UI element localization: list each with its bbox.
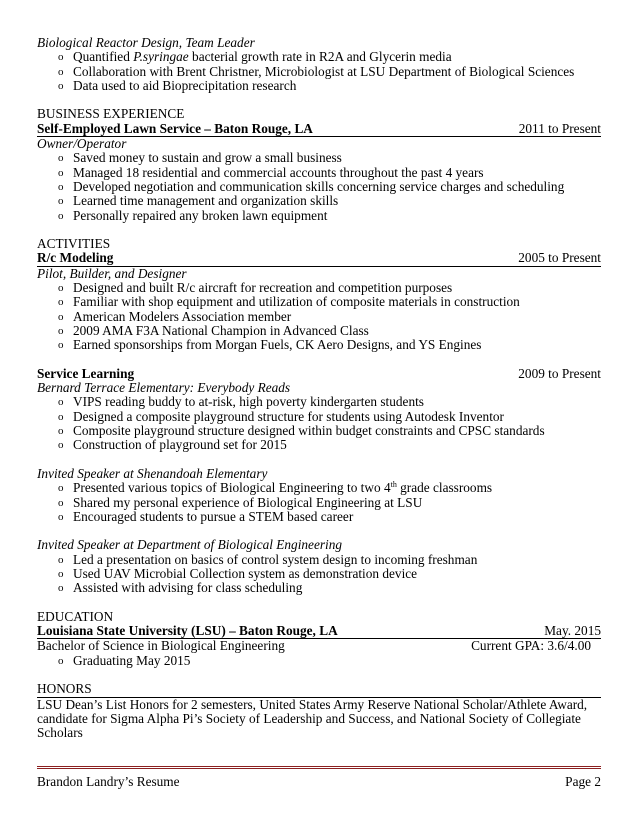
bullet-icon: o bbox=[58, 654, 64, 667]
bullet-icon: o bbox=[58, 425, 64, 438]
service-dates: 2009 to Present bbox=[518, 365, 601, 381]
bullet-icon: o bbox=[58, 439, 64, 452]
list-item-text: 2009 AMA F3A National Champion in Advanced Class bbox=[73, 322, 369, 338]
list-item-text: Composite playground structure designed within budget constraints and CPSC standards bbox=[73, 423, 545, 439]
education-list bbox=[37, 654, 601, 668]
education-title-row bbox=[37, 624, 601, 639]
bullet-icon: o bbox=[58, 209, 64, 222]
education-degree: Bachelor of Science in Biological Engineering bbox=[37, 638, 285, 654]
list-item-text: Earned sponsorships from Morgan Fuels, CK Aero Designs, and YS Engines bbox=[73, 337, 482, 353]
list-item-text: Managed 18 residential and commercial accounts throughout the past 4 years bbox=[73, 164, 484, 180]
list-item bbox=[37, 395, 601, 409]
list-item-text: Designed and built R/c aircraft for recreation and competition purposes bbox=[73, 280, 453, 296]
section-heading-education: EDUCATION bbox=[37, 608, 114, 624]
bullet-icon: o bbox=[58, 282, 64, 295]
list-item bbox=[37, 410, 601, 424]
business-role: Owner/Operator bbox=[37, 136, 127, 152]
list-item bbox=[37, 310, 601, 324]
page-number: Page 2 bbox=[565, 774, 601, 789]
bullet-icon: o bbox=[58, 553, 64, 566]
shenandoah-item-text: Shared my personal experience of Biological Engineering at LSU bbox=[73, 494, 423, 510]
section-heading-honors: HONORS bbox=[37, 682, 601, 697]
bullet-icon: o bbox=[58, 310, 64, 323]
list-item-text: American Modelers Association member bbox=[73, 308, 292, 324]
list-item-text: Graduating May 2015 bbox=[73, 652, 191, 668]
section-heading-business: BUSINESS EXPERIENCE bbox=[37, 106, 185, 122]
rc-title: R/c Modeling bbox=[37, 250, 114, 266]
bullet-icon: o bbox=[58, 410, 64, 423]
bullet-icon: o bbox=[58, 166, 64, 179]
list-item-text: Learned time management and organization skills bbox=[73, 193, 339, 209]
list-item bbox=[37, 166, 601, 180]
project-item-text: Collaboration with Brent Christner, Microbiologist at LSU Department of Biological Sciences bbox=[73, 63, 575, 79]
education-school: Louisiana State University (LSU) – Baton Rouge, LA bbox=[37, 623, 338, 639]
list-item bbox=[37, 281, 601, 295]
rc-role: Pilot, Builder, and Designer bbox=[37, 265, 187, 281]
list-item-text: Designed a composite playground structure for students using Autodesk Inventor bbox=[73, 408, 504, 424]
shenandoah-item-text: Encouraged students to pursue a STEM based career bbox=[73, 508, 354, 524]
list-item bbox=[37, 194, 601, 208]
bullet-icon: o bbox=[58, 152, 64, 165]
list-item bbox=[37, 496, 601, 510]
service-role: Bernard Terrace Elementary: Everybody Reads bbox=[37, 380, 291, 396]
footer-title: Brandon Landry’s Resume bbox=[37, 774, 180, 789]
list-item bbox=[37, 79, 601, 93]
list-item bbox=[37, 553, 601, 567]
list-item-text: Assisted with advising for class scheduling bbox=[73, 580, 303, 596]
list-item bbox=[37, 510, 601, 524]
list-item-text: Used UAV Microbial Collection system as demonstration device bbox=[73, 565, 418, 581]
list-item bbox=[37, 438, 601, 452]
list-item bbox=[37, 50, 601, 64]
bullet-icon: o bbox=[58, 582, 64, 595]
project-item-text: Data used to aid Bioprecipitation research bbox=[73, 77, 297, 93]
list-item bbox=[37, 209, 601, 223]
list-item bbox=[37, 567, 601, 581]
education-degree-row bbox=[37, 639, 601, 653]
list-item-text: VIPS reading buddy to at-risk, high poverty kindergarten students bbox=[73, 394, 424, 410]
page-footer bbox=[37, 766, 601, 789]
service-list bbox=[37, 395, 601, 452]
shenandoah-heading: Invited Speaker at Shenandoah Elementary bbox=[37, 465, 268, 481]
bullet-icon: o bbox=[58, 51, 64, 64]
honors-text: LSU Dean’s List Honors for 2 semesters, United States Army Reserve National Scholar/Athlete Award, candidate for Sigma Alpha Pi’s Society of Leadership and Success, and National Society of Collegiate Scholars bbox=[37, 696, 588, 741]
business-list bbox=[37, 151, 601, 222]
list-item-text: Construction of playground set for 2015 bbox=[73, 437, 287, 453]
bullet-icon: o bbox=[58, 180, 64, 193]
list-item bbox=[37, 324, 601, 338]
bullet-icon: o bbox=[58, 496, 64, 509]
list-item bbox=[37, 65, 601, 79]
bullet-icon: o bbox=[58, 65, 64, 78]
service-title-row bbox=[37, 367, 601, 381]
list-item bbox=[37, 654, 601, 668]
list-item-text: Saved money to sustain and grow a small business bbox=[73, 150, 342, 166]
dept-heading: Invited Speaker at Department of Biological Engineering bbox=[37, 537, 343, 553]
list-item-text: Led a presentation on basics of control system design to incoming freshman bbox=[73, 551, 478, 567]
rc-title-row bbox=[37, 251, 601, 266]
project-heading: Biological Reactor Design, Team Leader bbox=[37, 35, 255, 50]
bullet-icon: o bbox=[58, 567, 64, 580]
education-date: May. 2015 bbox=[544, 623, 601, 639]
bullet-icon: o bbox=[58, 324, 64, 337]
bullet-icon: o bbox=[58, 482, 64, 495]
list-item-text: Developed negotiation and communication skills concerning service charges and scheduling bbox=[73, 178, 565, 194]
bullet-icon: o bbox=[58, 195, 64, 208]
dept-list bbox=[37, 553, 601, 596]
bullet-icon: o bbox=[58, 339, 64, 352]
list-item bbox=[37, 295, 601, 309]
list-item-text: Familiar with shop equipment and utilization of composite materials in construction bbox=[73, 294, 520, 310]
business-dates: 2011 to Present bbox=[518, 120, 601, 136]
list-item bbox=[37, 581, 601, 595]
list-item bbox=[37, 151, 601, 165]
project-item-text: Quantified P.syringae bacterial growth rate in R2A and Glycerin media bbox=[73, 49, 452, 65]
list-item bbox=[37, 424, 601, 438]
rc-dates: 2005 to Present bbox=[518, 250, 601, 266]
education-gpa: Current GPA: 3.6/4.00 bbox=[471, 638, 591, 654]
list-item bbox=[37, 180, 601, 194]
bullet-icon: o bbox=[58, 79, 64, 92]
service-title: Service Learning bbox=[37, 365, 135, 381]
bullet-icon: o bbox=[58, 396, 64, 409]
list-item bbox=[37, 338, 601, 352]
section-heading-activities: ACTIVITIES bbox=[37, 236, 111, 252]
list-item-text: Personally repaired any broken lawn equipment bbox=[73, 207, 328, 223]
bullet-icon: o bbox=[58, 510, 64, 523]
rc-list bbox=[37, 281, 601, 352]
business-title-row bbox=[37, 122, 601, 137]
list-item bbox=[37, 481, 601, 495]
business-title: Self-Employed Lawn Service – Baton Rouge, LA bbox=[37, 120, 313, 136]
resume-page bbox=[37, 36, 601, 741]
shenandoah-item-text: Presented various topics of Biological Engineering to two 4th grade classrooms bbox=[73, 480, 493, 496]
bullet-icon: o bbox=[58, 296, 64, 309]
